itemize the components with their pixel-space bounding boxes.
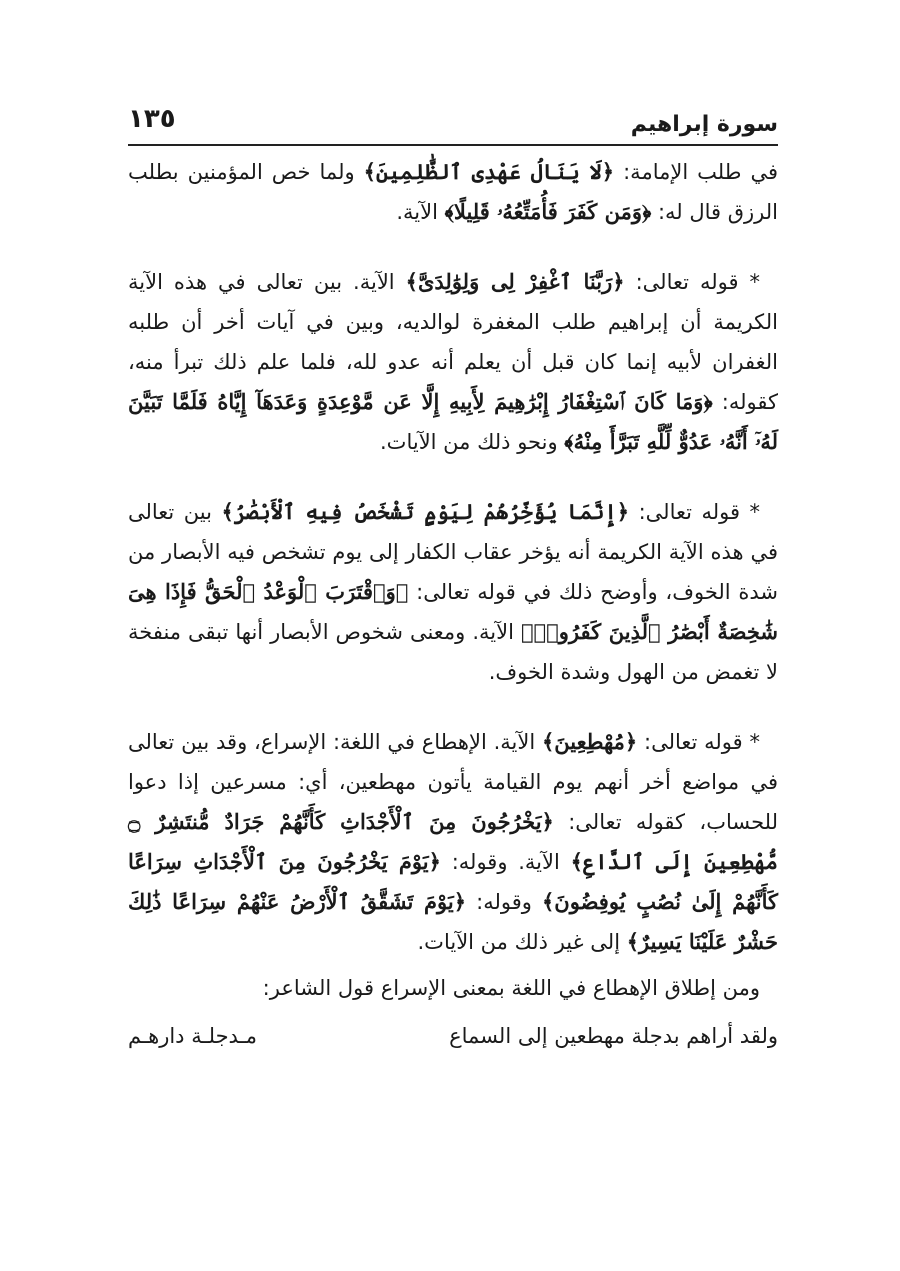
quran-quote: ﴿يَوْمَ يَخْرُجُونَ مِنَ ٱلْأَجْدَاثِ سِرَاعًا كَأَنَّهُمْ إِلَىٰ نُصُبٍ يُوفِضُونَ﴾ — [128, 849, 778, 914]
paragraph-4 — [128, 716, 778, 962]
text: الآية. الإهطاع في اللغة: الإسراع، وقد بين تعالى في مواضع أخر أنهم يوم القيامة يأتون مهطعين، أي: مسرعين إذا دعوا للحساب، كقوله تعالى: — [128, 730, 779, 834]
text: بين تعالى في هذه الآية الكريمة أنه يؤخر عقاب الكفار إلى يوم تشخص فيه الأبصار من شدة الخوف، وأوضح ذلك في قوله تعالى: — [128, 500, 778, 604]
verse-right-hemistich: ولقد أراهم بدجلة مهطعين إلى السماع — [449, 1024, 778, 1048]
text: * قوله تعالى: — [629, 500, 761, 524]
paragraph-2 — [128, 256, 778, 462]
paragraph-1 — [128, 146, 778, 232]
text: ونحو ذلك من الآيات. — [380, 430, 565, 454]
text: ومن إطلاق الإهطاع في اللغة بمعنى الإسراع قول الشاعر: — [262, 976, 760, 1000]
text: في طلب الإمامة: — [614, 160, 779, 184]
page — [128, 100, 778, 1056]
text: * قوله تعالى: — [637, 730, 760, 754]
page-header — [128, 100, 778, 146]
quran-quote: ﴿يَوْمَ تَشَقَّقُ ٱلْأَرْضُ عَنْهُمْ سِرَاعًا ذَٰلِكَ حَشْرٌ عَلَيْنَا يَسِيرٌ﴾ — [128, 889, 778, 954]
quran-quote: ﴿إِنَّمَا يُؤَخِّرُهُمْ لِيَوْمٍ تَشْخَصُ فِيهِ ٱلْأَبْصَٰرُ﴾ — [221, 499, 630, 524]
text: الآية. ومعنى شخوص الأبصار أنها تبقى منفخة لا تغمض من الهول وشدة الخوف. — [128, 620, 778, 684]
poetry-verse — [128, 1016, 778, 1056]
paragraph-5 — [128, 962, 778, 1008]
text: وقوله: — [466, 890, 542, 914]
quran-quote: ﴿لَا يَنَالُ عَهْدِى ٱلظَّٰلِمِينَ﴾ — [363, 159, 615, 184]
text: * قوله تعالى: — [624, 270, 760, 294]
quran-quote: ﴿وَمَن كَفَرَ فَأُمَتِّعُهُۥ قَلِيلًا﴾ — [444, 199, 652, 224]
text: الآية. — [396, 200, 445, 224]
quran-quote: ﴿يَخْرُجُونَ مِنَ ٱلْأَجْدَاثِ كَأَنَّهُمْ جَرَادٌ مُّنتَشِرٌ ۝ مُّهْطِعِينَ إِلَى ٱلدَّاعِ﴾ — [128, 809, 778, 874]
text: الآية. وقوله: — [440, 850, 571, 874]
quran-quote: ﴿رَبَّنَا ٱغْفِرْ لِى وَلِوَٰلِدَىَّ﴾ — [405, 269, 625, 294]
text: إلى غير ذلك من الآيات. — [417, 930, 627, 954]
text: ولما خص المؤمنين بطلب الرزق قال له: — [128, 160, 778, 224]
quran-quote: ﴿مُهْطِعِينَ﴾ — [541, 729, 638, 754]
quran-quote: ﴿وَمَا كَانَ ٱسْتِغْفَارُ إِبْرَٰهِيمَ لِأَبِيهِ إِلَّا عَن مَّوْعِدَةٍ وَعَدَهَآ إِيَّاهُ فَلَمَّا تَبَيَّنَ لَهُۥٓ أَنَّهُۥ عَدُوٌّ لِّلَّهِ تَبَرَّأَ مِنْهُ﴾ — [128, 389, 778, 454]
verse-left-hemistich: مـدجلـة دارهـم — [128, 1024, 257, 1048]
surah-title: سورة إبراهيم — [630, 112, 778, 137]
page-number: ١٣٥ — [128, 104, 176, 134]
page-body — [128, 146, 778, 1056]
text: الآية. بين تعالى في هذه الآية الكريمة أن إبراهيم طلب المغفرة لوالديه، وبين في آيات أخر أن طلبه الغفران لأبيه إنما كان قبل أن يعلم أنه عدو لله، فلما علم ذلك تبرأ منه، كقوله: — [128, 270, 778, 414]
quran-quote: ﴿وَٱقْتَرَبَ ٱلْوَعْدُ ٱلْحَقُّ فَإِذَا هِىَ شَٰخِصَةٌ أَبْصَٰرُ ٱلَّذِينَ كَفَرُوا۟﴾ — [128, 579, 778, 644]
paragraph-3 — [128, 486, 778, 692]
